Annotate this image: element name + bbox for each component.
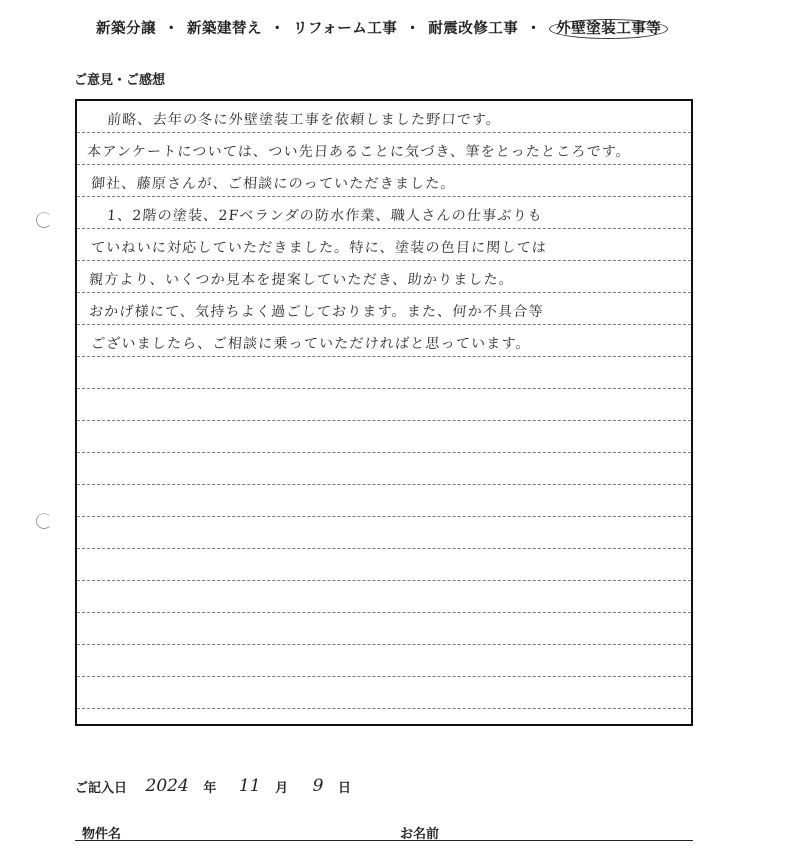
category-reform: リフォーム工事 <box>293 21 398 37</box>
date-month-unit: 月 <box>275 780 289 796</box>
category-exterior-paint-selected: 外壁塗装工事等 <box>549 19 668 39</box>
category-list <box>96 17 668 38</box>
property-name-label: 物件名 <box>82 827 122 842</box>
handwritten-line: 本アンケートについては、つい先日あることに気づき、筆をとったところです。 <box>86 144 632 160</box>
handwritten-line: 御社、藤原さんが、ご相談にのっていただきました。 <box>90 176 457 192</box>
handwritten-line: 親方より、いくつか見本を提案していただき、助かりました。 <box>88 272 515 288</box>
category-new-sale: 新築分譲 <box>96 21 156 37</box>
ruled-line <box>77 388 691 389</box>
date-row <box>75 776 351 800</box>
ruled-line <box>77 676 691 677</box>
ruled-line <box>77 196 691 197</box>
category-seismic: 耐震改修工事 <box>428 21 519 37</box>
ruled-line <box>77 708 691 709</box>
date-month-value: 11 <box>238 776 261 796</box>
date-year-unit: 年 <box>203 780 217 796</box>
ruled-line <box>77 132 691 133</box>
ruled-line <box>77 260 691 261</box>
ruled-line <box>77 548 691 549</box>
date-label: ご記入日 <box>75 780 128 796</box>
category-separator: ・ <box>270 21 285 37</box>
handwritten-line: ございましたら、ご相談に乗っていただければと思っています。 <box>90 336 532 352</box>
ruled-line <box>77 612 691 613</box>
date-day-value: 9 <box>312 776 324 796</box>
section-label: ご意見・ご感想 <box>74 73 166 88</box>
handwritten-line: 前略、去年の冬に外壁塗装工事を依頼しました野口です。 <box>106 112 502 128</box>
ruled-line <box>77 484 691 485</box>
category-separator: ・ <box>405 21 421 37</box>
punch-hole-mark <box>36 513 52 529</box>
handwritten-line: 1、2階の塗装、2Fベランダの防水作業、職人さんの仕事ぶりも <box>106 208 544 224</box>
category-separator: ・ <box>164 21 179 37</box>
category-separator: ・ <box>526 21 542 37</box>
ruled-line <box>77 324 691 325</box>
ruled-line <box>77 452 691 453</box>
handwritten-line: ていねいに対応していただきました。特に、塗装の色目に関しては <box>90 240 548 256</box>
ruled-line <box>77 580 691 581</box>
signature-underline <box>75 840 693 841</box>
ruled-line <box>77 644 691 645</box>
date-year-value: 2024 <box>145 776 189 796</box>
ruled-line <box>77 164 691 165</box>
ruled-line <box>77 292 691 293</box>
punch-hole-mark <box>36 212 52 228</box>
customer-name-label: お名前 <box>400 827 440 842</box>
ruled-line <box>77 356 691 357</box>
date-day-unit: 日 <box>337 780 351 796</box>
category-rebuild: 新築建替え <box>187 21 262 37</box>
ruled-line <box>77 420 691 421</box>
ruled-line <box>77 228 691 229</box>
handwritten-line: おかげ様にて、気持ちよく過ごしております。また、何か不具合等 <box>88 304 545 320</box>
ruled-line <box>77 516 691 517</box>
comment-box <box>75 99 693 726</box>
